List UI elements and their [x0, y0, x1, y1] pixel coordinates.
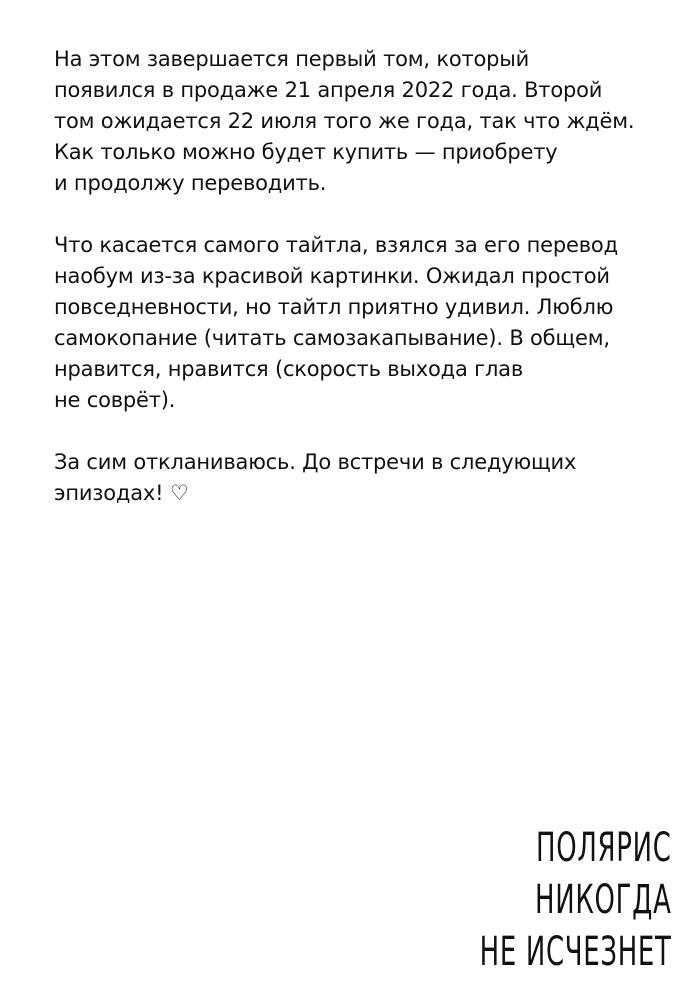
text-line: том ожидается 22 июля того же года, так что ждём. — [54, 109, 635, 133]
afterword-text — [54, 44, 654, 540]
text-line: повседневности, но тайтл приятно удивил. Люблю — [54, 295, 614, 319]
text-line: и продолжу переводить. — [54, 171, 327, 195]
signature-line: НЕ ИСЧЕЗНЕТ — [480, 929, 672, 975]
text-line: наобум из-за красивой картинки. Ожидал простой — [54, 264, 610, 288]
text-line: нравится, нравится (скорость выхода глав — [54, 357, 524, 381]
paragraph-farewell — [54, 447, 654, 509]
text-line: эпизодах! ♡ — [54, 481, 189, 505]
paragraph-volume-release — [54, 44, 654, 199]
text-line: самокопание (читать самозакапывание). В общем, — [54, 326, 610, 350]
signature-line: ПОЛЯРИС — [536, 825, 672, 871]
text-line: На этом завершается первый том, который — [54, 47, 530, 71]
text-line: не соврёт). — [54, 388, 176, 412]
text-line: Что касается самого тайтла, взялся за его перевод — [54, 233, 618, 257]
text-line: появился в продаже 21 апреля 2022 года. Второй — [54, 78, 603, 102]
signature-line: НИКОГДА — [535, 877, 672, 923]
signature-logo — [405, 822, 672, 978]
text-line: За сим откланиваюсь. До встречи в следующих — [54, 450, 577, 474]
paragraph-about-title — [54, 230, 654, 416]
text-line: Как только можно будет купить — приобрету — [54, 140, 558, 164]
